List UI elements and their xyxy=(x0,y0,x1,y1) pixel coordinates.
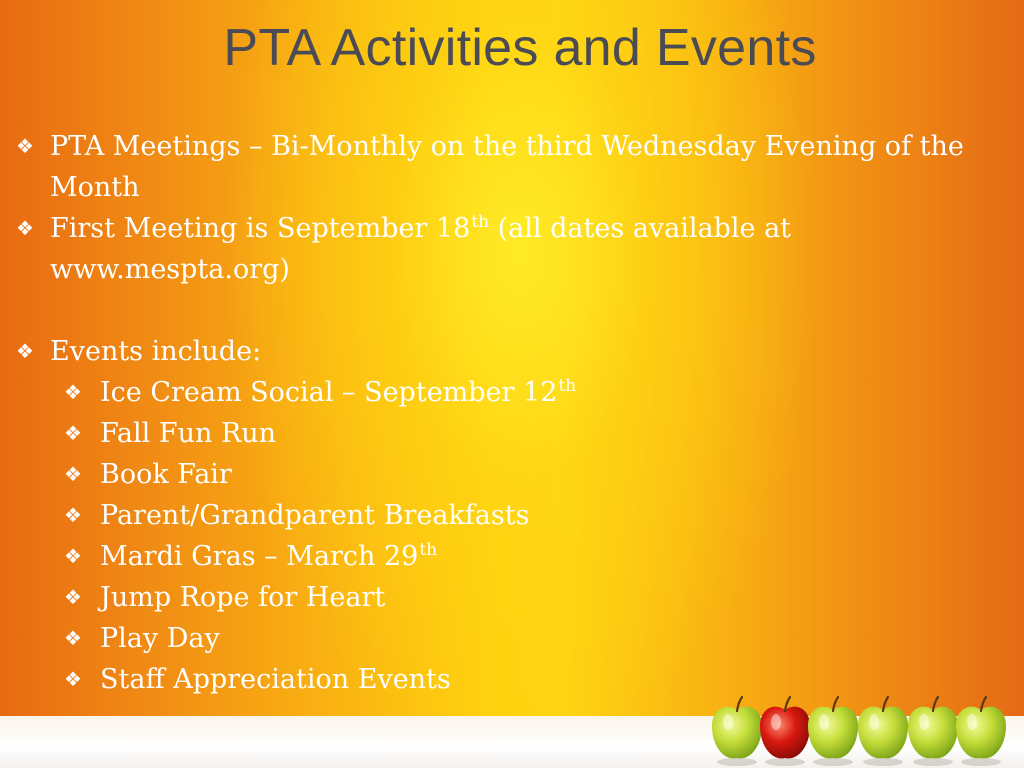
item-text: First Meeting is September 18 xyxy=(50,213,471,244)
spacer xyxy=(14,290,1014,331)
green-apple-icon xyxy=(808,697,858,766)
event-text: Ice Cream Social – September 12 xyxy=(100,377,558,408)
list-item xyxy=(14,208,1014,290)
four-diamond-bullet-icon: ❖ xyxy=(64,667,82,691)
event-text: Mardi Gras – March 29 xyxy=(100,541,419,572)
event-item xyxy=(14,454,1014,495)
slide-title: PTA Activities and Events xyxy=(223,19,817,77)
event-item xyxy=(14,618,1014,659)
event-item xyxy=(14,413,1014,454)
red-apple-icon xyxy=(760,697,810,766)
green-apple-icon xyxy=(908,697,958,766)
green-apple-icon xyxy=(858,697,908,766)
event-item xyxy=(14,372,1014,413)
event-item xyxy=(14,495,1014,536)
four-diamond-bullet-icon: ❖ xyxy=(16,134,34,158)
green-apple-icon xyxy=(956,697,1006,766)
item-text-continued: (all dates available at www.mespta.org) xyxy=(50,213,792,285)
four-diamond-bullet-icon: ❖ xyxy=(64,585,82,609)
event-text: Parent/Grandparent Breakfasts xyxy=(100,500,530,531)
event-text: Book Fair xyxy=(100,459,232,490)
event-item xyxy=(14,536,1014,577)
item-text: PTA Meetings – Bi-Monthly on the third Wednesday Evening of the Month xyxy=(50,131,964,203)
list-item xyxy=(14,331,1014,372)
event-text: Staff Appreciation Events xyxy=(100,664,451,695)
four-diamond-bullet-icon: ❖ xyxy=(16,339,34,363)
item-text: Events include: xyxy=(50,336,262,367)
ordinal-suffix: th xyxy=(419,540,438,560)
event-text: Jump Rope for Heart xyxy=(100,582,386,613)
ordinal-suffix: th xyxy=(471,212,490,232)
green-apple-icon xyxy=(712,697,762,766)
four-diamond-bullet-icon: ❖ xyxy=(64,544,82,568)
event-text: Fall Fun Run xyxy=(100,418,277,449)
event-text: Play Day xyxy=(100,623,220,654)
list-item xyxy=(14,126,1014,208)
four-diamond-bullet-icon: ❖ xyxy=(16,216,34,240)
apples-row-image xyxy=(705,688,1024,768)
slide-content xyxy=(14,126,1014,700)
ordinal-suffix: th xyxy=(558,376,577,396)
four-diamond-bullet-icon: ❖ xyxy=(64,503,82,527)
four-diamond-bullet-icon: ❖ xyxy=(64,626,82,650)
four-diamond-bullet-icon: ❖ xyxy=(64,380,82,404)
event-item xyxy=(14,577,1014,618)
four-diamond-bullet-icon: ❖ xyxy=(64,462,82,486)
four-diamond-bullet-icon: ❖ xyxy=(64,421,82,445)
